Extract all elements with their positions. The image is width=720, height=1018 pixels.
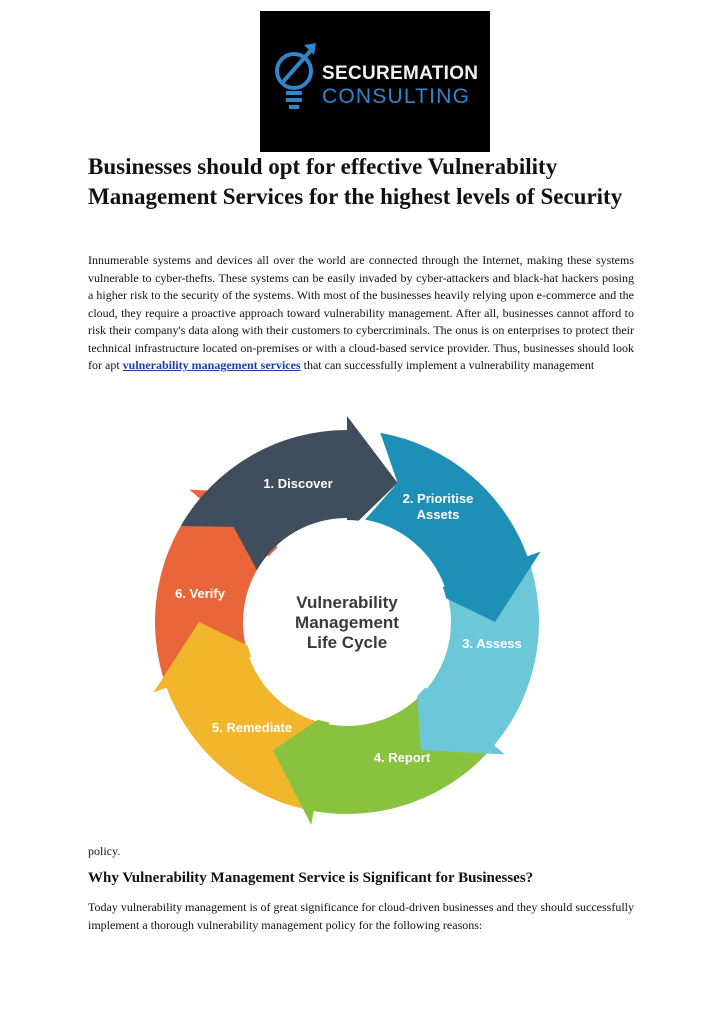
logo-line2: CONSULTING: [322, 85, 471, 108]
intro-paragraph: [88, 252, 634, 375]
intro-text-end: that can successfully implement a vulnerability management: [300, 358, 595, 372]
step-2-label: 2. Prioritise: [402, 491, 474, 506]
center-line3: Life Cycle: [306, 633, 388, 652]
step-6-label: 6. Verify: [175, 586, 225, 601]
step-5-label: 5. Remediate: [211, 720, 293, 735]
section-heading: Why Vulnerability Management Service is Significant for Businesses?: [88, 870, 534, 886]
page-title: Businesses should opt for effective Vulnerability Management Services for the highest levels of Security: [88, 154, 623, 209]
company-logo: [260, 11, 490, 152]
lifecycle-diagram: [120, 400, 580, 845]
logo-line1: SECUREMATION: [322, 63, 479, 84]
step-4-label: 4. Report: [373, 750, 431, 765]
center-line2: Management: [295, 613, 399, 632]
step-1-label: 1. Discover: [263, 476, 333, 491]
step-3-label: 3. Assess: [462, 636, 522, 651]
intro-text: Innumerable systems and devices all over the world are connected through the Internet, making these systems vulnerable to cyber-thefts. These systems can be easily invaded by cyber-attackers and black-hat hackers posing a higher risk to the security of the systems. With most of the businesses heavily relying upon e-commerce and the cloud, they require a proactive approach toward vulnerability management. After all, businesses cannot afford to risk their company's data along with their customers to cybercriminals. The onus is on enterprises to protect their technical infrastructure located on-premises or with a cloud-based service provider. Thus, businesses should look for apt: [88, 253, 634, 372]
step-2-label-line2: Assets: [416, 507, 460, 522]
vulnerability-services-link[interactable]: vulnerability management services: [122, 358, 301, 372]
lightbulb-arrow-icon: [274, 41, 318, 115]
center-line1: Vulnerability: [296, 593, 398, 612]
policy-text: policy.: [88, 844, 121, 858]
section-paragraph: Today vulnerability management is of great significance for cloud-driven businesses and they should successfully implement a thorough vulnerability management policy for the following reasons:: [88, 900, 635, 932]
